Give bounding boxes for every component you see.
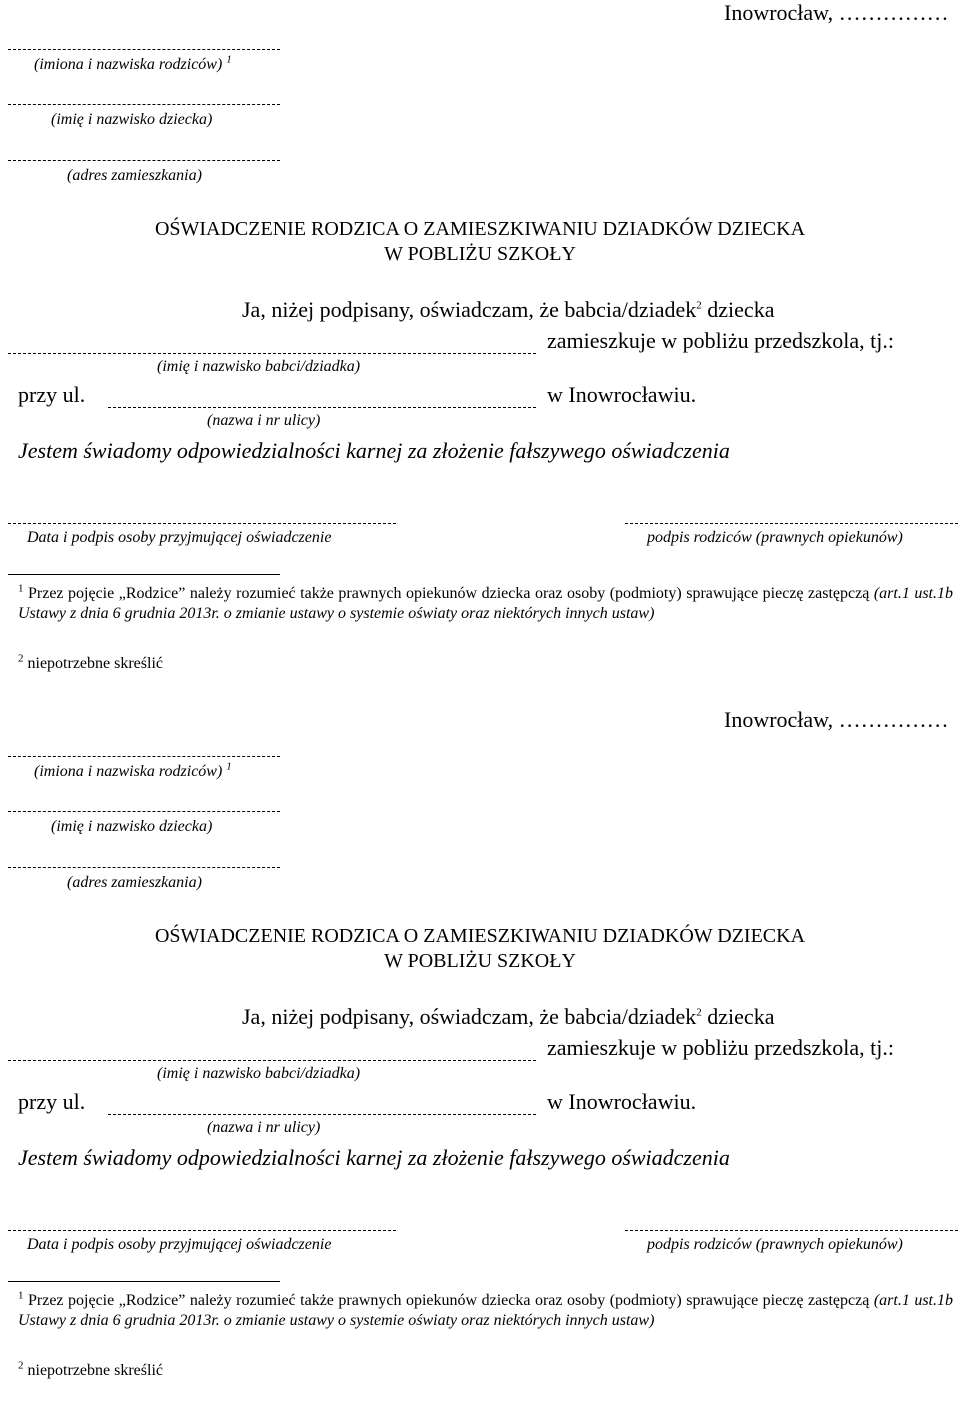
address-line[interactable]	[8, 160, 280, 161]
footnote-2: $^2$ niepotrzebne skreślić	[18, 1359, 163, 1379]
receiver-signature-label: Data i podpis osoby przyjmującej oświadczenie	[27, 1236, 332, 1253]
form-title-line-1: OŚWIADCZENIE RODZICA O ZAMIESZKIWANIU DZIADKÓW DZIECKA	[154, 218, 806, 240]
address-label: (adres zamieszkania)	[67, 167, 202, 184]
child-name-label: (imię i nazwisko dziecka)	[51, 818, 213, 835]
street-line[interactable]	[108, 1114, 536, 1115]
child-name-label: (imię i nazwisko dziecka)	[51, 111, 213, 128]
declaration-form-1	[0, 0, 960, 700]
form-title-line-1: OŚWIADCZENIE RODZICA O ZAMIESZKIWANIU DZIADKÓW DZIECKA	[154, 925, 806, 947]
parents-signature-line[interactable]	[625, 1230, 958, 1231]
parents-signature-label: podpis rodziców (prawnych opiekunów)	[647, 529, 903, 546]
receiver-signature-line[interactable]	[8, 523, 396, 524]
date-dots[interactable]: ……………	[838, 707, 949, 732]
footnote-1: $^1$ Przez pojęcie „Rodzice” należy rozumieć także prawnych opiekunów dziecka oraz osoby (podmioty) sprawujące pieczę zastępczą (art.1 ust.1b Ustawy z dnia 6 grudnia 2013r. o zmianie ustawy o systemie oświaty oraz niektórych innych ustaw)	[18, 582, 954, 622]
declaration-text: Ja, niżej podpisany, oświadczam, że babcia/dziadek$^2$ dziecka	[242, 1004, 775, 1029]
grandparent-name-line[interactable]	[8, 1060, 536, 1061]
declaration-text: Ja, niżej podpisany, oświadczam, że babcia/dziadek$^2$ dziecka	[242, 297, 775, 322]
place-text: Inowrocław,	[724, 0, 834, 25]
footnote-1: $^1$ Przez pojęcie „Rodzice” należy rozumieć także prawnych opiekunów dziecka oraz osoby (podmioty) sprawujące pieczę zastępczą (art.1 ust.1b Ustawy z dnia 6 grudnia 2013r. o zmianie ustawy o systemie oświaty oraz niektórych innych ustaw)	[18, 1289, 954, 1329]
address-label: (adres zamieszkania)	[67, 874, 202, 891]
lives-near-text: zamieszkuje w pobliżu przedszkola, tj.:	[547, 1035, 894, 1060]
parents-signature-line[interactable]	[625, 523, 958, 524]
place-date	[724, 2, 949, 24]
receiver-signature-line[interactable]	[8, 1230, 396, 1231]
footnote-separator	[8, 1281, 280, 1282]
city-text: w Inowrocławiu.	[547, 382, 697, 407]
parents-name-line[interactable]	[8, 49, 280, 50]
parents-name-label: (imiona i nazwiska rodziców) $^1$	[34, 760, 232, 780]
parents-name-label: (imiona i nazwiska rodziców) $^1$	[34, 53, 232, 73]
address-line[interactable]	[8, 867, 280, 868]
parents-name-line[interactable]	[8, 756, 280, 757]
footnote-2: $^2$ niepotrzebne skreślić	[18, 652, 163, 672]
child-name-line[interactable]	[8, 811, 280, 812]
lives-near-text: zamieszkuje w pobliżu przedszkola, tj.:	[547, 328, 894, 353]
form-title-line-2: W POBLIŻU SZKOŁY	[384, 950, 576, 972]
responsibility-statement: Jestem świadomy odpowiedzialności karnej za złożenie fałszywego oświadczenia	[18, 438, 730, 463]
child-name-line[interactable]	[8, 104, 280, 105]
street-prefix: przy ul.	[18, 382, 86, 407]
form-title-line-2: W POBLIŻU SZKOŁY	[384, 243, 576, 265]
street-line[interactable]	[108, 407, 536, 408]
street-label: (nazwa i nr ulicy)	[207, 1119, 321, 1136]
grandparent-name-line[interactable]	[8, 353, 536, 354]
grandparent-name-label: (imię i nazwisko babci/dziadka)	[157, 1065, 361, 1082]
declaration-form-2	[0, 707, 960, 1407]
responsibility-statement: Jestem świadomy odpowiedzialności karnej za złożenie fałszywego oświadczenia	[18, 1145, 730, 1170]
date-dots[interactable]: ……………	[838, 0, 949, 25]
grandparent-name-label: (imię i nazwisko babci/dziadka)	[157, 358, 361, 375]
street-label: (nazwa i nr ulicy)	[207, 412, 321, 429]
receiver-signature-label: Data i podpis osoby przyjmującej oświadczenie	[27, 529, 332, 546]
place-date	[724, 709, 949, 731]
place-text: Inowrocław,	[724, 707, 834, 732]
city-text: w Inowrocławiu.	[547, 1089, 697, 1114]
street-prefix: przy ul.	[18, 1089, 86, 1114]
parents-signature-label: podpis rodziców (prawnych opiekunów)	[647, 1236, 903, 1253]
footnote-separator	[8, 574, 280, 575]
